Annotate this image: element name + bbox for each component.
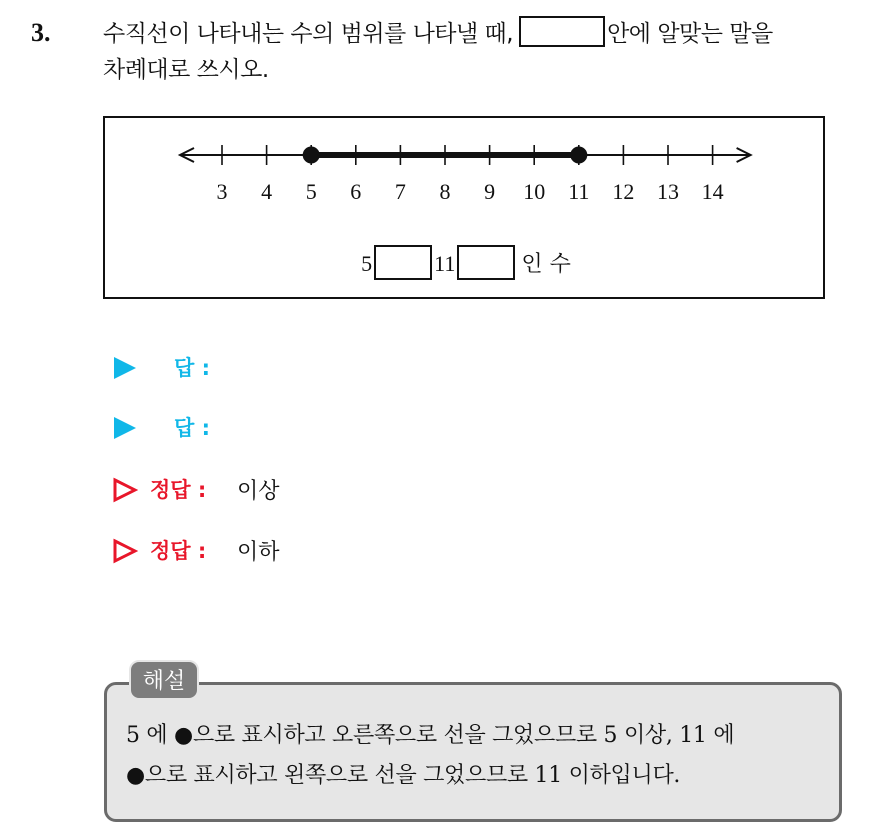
fill-box-2	[457, 245, 515, 280]
tick-label: 14	[701, 179, 724, 204]
correct-label: 정답 :	[150, 539, 207, 563]
explanation-line1-rest: 으로 표시하고 오른쪽으로 선을 그었으므로 5 이상, 11 에	[192, 723, 735, 748]
tick-label: 13	[657, 179, 679, 204]
tick-label: 10	[523, 179, 546, 204]
tick-label: 6	[350, 179, 362, 204]
tick-label: 12	[612, 179, 635, 204]
number-line-figure	[103, 116, 825, 299]
answer-label: 답 :	[174, 356, 210, 380]
bullet-icon: ●	[126, 763, 145, 788]
blank-box	[519, 16, 605, 47]
explanation-line2-rest: 으로 표시하고 왼쪽으로 선을 그었으므로 11 이하입니다.	[144, 763, 681, 788]
fill-left-value: 5	[361, 251, 373, 276]
explanation-tab: 해설	[129, 660, 199, 700]
fill-in-row	[105, 245, 823, 280]
play-triangle-icon	[112, 415, 138, 441]
answer-label: 답 :	[174, 416, 210, 440]
question-text-part1: 수직선이 나타내는 수의 범위를 나타낼 때,	[103, 21, 514, 47]
tick-label: 3	[216, 179, 228, 204]
question-text-part2: 안에 알맞는 말을	[607, 21, 773, 47]
tick-label: 5	[305, 179, 317, 204]
start-point	[304, 148, 319, 163]
explanation-text	[126, 716, 836, 796]
correct-label: 정답 :	[150, 478, 207, 502]
fill-right-value: 11	[434, 251, 456, 276]
fill-box-1	[374, 245, 432, 280]
tick-label: 7	[394, 179, 406, 204]
correct-value: 이하	[237, 540, 280, 565]
bullet-icon: ●	[174, 723, 193, 748]
question-text	[103, 16, 873, 88]
explanation-line1-start: 5 에	[126, 723, 168, 748]
correct-value: 이상	[237, 479, 280, 504]
play-triangle-icon	[112, 355, 138, 381]
number-line	[105, 118, 825, 228]
explanation-line-2	[126, 756, 836, 796]
outline-triangle-icon	[112, 477, 138, 503]
tick-label: 11	[568, 179, 590, 204]
fill-tail-text: 인 수	[521, 252, 571, 277]
outline-triangle-icon	[112, 538, 138, 564]
explanation-line-1	[126, 716, 836, 756]
question-number: 3.	[31, 18, 51, 47]
tick-label: 4	[261, 179, 273, 204]
question-text-line2: 차례대로 쓰시오.	[103, 57, 269, 83]
tick-label: 9	[484, 179, 496, 204]
tick-label: 8	[439, 179, 451, 204]
end-point	[571, 148, 586, 163]
